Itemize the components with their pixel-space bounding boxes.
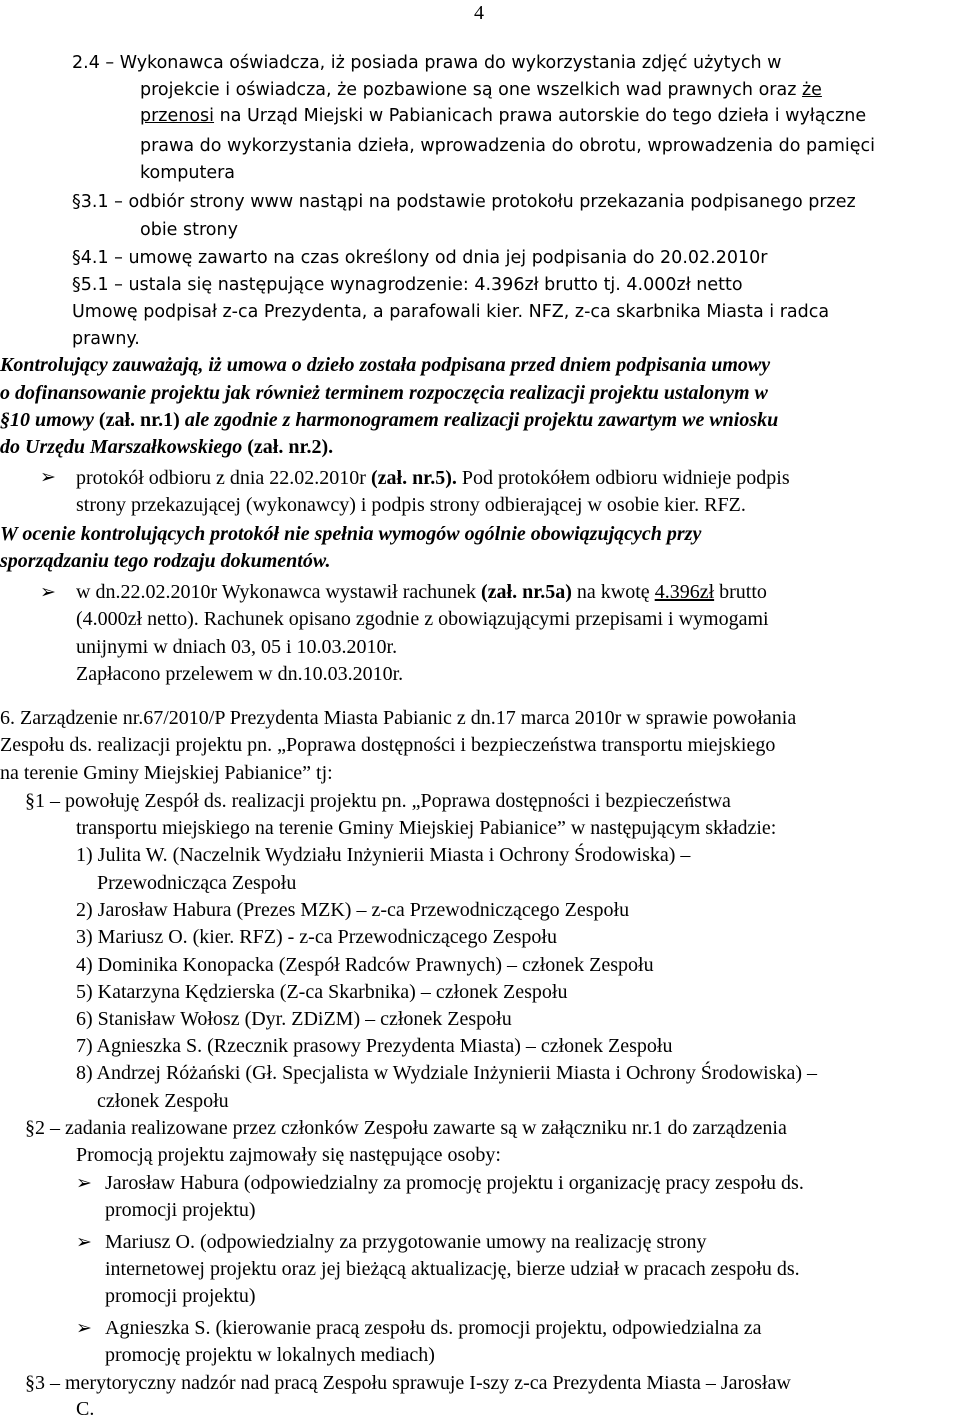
arrow-bullet-icon: ➢: [76, 1231, 92, 1253]
member-8-cont: członek Zespołu: [97, 1090, 229, 1112]
sec24-line3: przenosi na Urząd Miejski w Pabianicach prawa autorskie do tego dzieła i wyłączne: [140, 106, 867, 126]
par3-line2: C.: [76, 1398, 95, 1420]
member-2: 2) Jarosław Habura (Prezes MZK) – z-ca Przewodniczącego Zespołu: [76, 899, 630, 921]
par2-line2: Promocją projektu zajmowały się następujące osoby:: [76, 1144, 501, 1166]
arrow-bullet-icon: ➢: [40, 466, 56, 488]
bullet1-line1: protokół odbioru z dnia 22.02.2010r (zał. nr.5). Pod protokółem odbioru widnieje podpis: [76, 467, 790, 489]
assessment-line2: sporządzaniu tego rodzaju dokumentów.: [0, 550, 331, 572]
promo-bullet1-line2: promocji projektu): [105, 1199, 256, 1221]
bullet1-line2: strony przekazującej (wykonawcy) i podpis strony odbierającej w osobie kier. RFZ.: [76, 494, 746, 516]
sec24-line4: prawa do wykorzystania dzieła, wprowadzenia do obrotu, wprowadzenia do pamięci: [140, 136, 876, 156]
bullet2-line1: w dn.22.02.2010r Wykonawca wystawił rachunek (zał. nr.5a) na kwotę 4.396zł brutto: [76, 581, 767, 603]
signed-line2: prawny.: [72, 329, 140, 349]
member-7: 7) Agnieszka S. (Rzecznik prasowy Prezydenta Miasta) – członek Zespołu: [76, 1035, 673, 1057]
member-3: 3) Mariusz O. (kier. RFZ) - z-ca Przewodniczącego Zespołu: [76, 926, 557, 948]
member-6: 6) Stanisław Wołosz (Dyr. ZDiZM) – członek Zespołu: [76, 1008, 512, 1030]
arrow-bullet-icon: ➢: [76, 1317, 92, 1339]
findings-line2: o dofinansowanie projektu jak również terminem rozpoczęcia realizacji projektu ustalonym w: [0, 382, 768, 404]
sec24-line5: komputera: [140, 163, 236, 183]
member-8: 8) Andrzej Różański (Gł. Specjalista w Wydziale Inżynierii Miasta i Ochrony Środowiska) –: [76, 1062, 818, 1084]
bullet2-line3: unijnymi w dniach 03, 05 i 10.03.2010r.: [76, 636, 398, 658]
sec31-line1: §3.1 – odbiór strony www nastąpi na podstawie protokołu przekazania podpisanego przez: [72, 192, 856, 212]
sec6-line3: na terenie Gminy Miejskiej Pabianice” tj:: [0, 762, 333, 784]
promo-bullet3-line1: Agnieszka S. (kierowanie pracą zespołu ds. promocji projektu, odpowiedzialna za: [105, 1317, 762, 1339]
bullet2-line2: (4.000zł netto). Rachunek opisano zgodnie z obowiązującymi przepisami i wymogami: [76, 608, 769, 630]
promo-bullet1-line1: Jarosław Habura (odpowiedzialny za promocję projektu i organizację pracy zespołu ds.: [105, 1172, 804, 1194]
arrow-bullet-icon: ➢: [40, 581, 56, 603]
sec6-line1: 6. Zarządzenie nr.67/2010/P Prezydenta Miasta Pabianic z dn.17 marca 2010r w sprawie powołania: [0, 707, 797, 729]
sec31-line2: obie strony: [140, 220, 238, 240]
member-4: 4) Dominika Konopacka (Zespół Radców Prawnych) – członek Zespołu: [76, 954, 654, 976]
member-5: 5) Katarzyna Kędzierska (Z-ca Skarbnika) – członek Zespołu: [76, 981, 568, 1003]
par3-line1: §3 – merytoryczny nadzór nad pracą Zespołu sprawuje I-szy z-ca Prezydenta Miasta – Jarosław: [25, 1372, 791, 1394]
findings-line3: §10 umowy (zał. nr.1) ale zgodnie z harmonogramem realizacji projektu zawartym we wniosku: [0, 409, 779, 431]
promo-bullet2-line1: Mariusz O. (odpowiedzialny za przygotowanie umowy na realizację strony: [105, 1231, 707, 1253]
promo-bullet3-line2: promocję projektu w lokalnych mediach): [105, 1344, 435, 1366]
signed-line1: Umowę podpisał z-ca Prezydenta, a parafowali kier. NFZ, z-ca skarbnika Miasta i radca: [72, 302, 830, 322]
member-1-cont: Przewodnicząca Zespołu: [97, 872, 297, 894]
par2-line1: §2 – zadania realizowane przez członków Zespołu zawarte są w załączniku nr.1 do zarządzenia: [25, 1117, 787, 1139]
sec24-line1: 2.4 – Wykonawca oświadcza, iż posiada prawa do wykorzystania zdjęć użytych w: [72, 53, 782, 73]
par1-line1: §1 – powołuję Zespół ds. realizacji projektu pn. „Poprawa dostępności i bezpieczeństwa: [25, 790, 731, 812]
member-1: 1) Julita W. (Naczelnik Wydziału Inżynierii Miasta i Ochrony Środowiska) –: [76, 844, 691, 866]
bullet2-line4: Zapłacono przelewem w dn.10.03.2010r.: [76, 663, 404, 685]
sec51-line: §5.1 – ustala się następujące wynagrodzenie: 4.396zł brutto tj. 4.000zł netto: [72, 275, 743, 295]
par1-line2: transportu miejskiego na terenie Gminy Miejskiej Pabianice” w następującym składzie:: [76, 817, 777, 839]
findings-line4: do Urzędu Marszałkowskiego (zał. nr.2).: [0, 436, 334, 458]
findings-line1: Kontrolujący zauważają, iż umowa o dzieło została podpisana przed dniem podpisania umowy: [0, 354, 771, 376]
sec24-line2: projekcie i oświadcza, że pozbawione są one wszelkich wad prawnych oraz że: [140, 80, 822, 100]
page-number: 4: [474, 2, 484, 24]
promo-bullet2-line3: promocji projektu): [105, 1285, 256, 1307]
sec41-line: §4.1 – umowę zawarto na czas określony od dnia jej podpisania do 20.02.2010r: [72, 248, 768, 268]
sec6-line2: Zespołu ds. realizacji projektu pn. „Poprawa dostępności i bezpieczeństwa transportu miejskiego: [0, 734, 776, 756]
promo-bullet2-line2: internetowej projektu oraz jej bieżącą aktualizację, bierze udział w pracach zespołu ds.: [105, 1258, 800, 1280]
assessment-line1: W ocenie kontrolujących protokół nie spełnia wymogów ogólnie obowiązujących przy: [0, 523, 702, 545]
arrow-bullet-icon: ➢: [76, 1172, 92, 1194]
